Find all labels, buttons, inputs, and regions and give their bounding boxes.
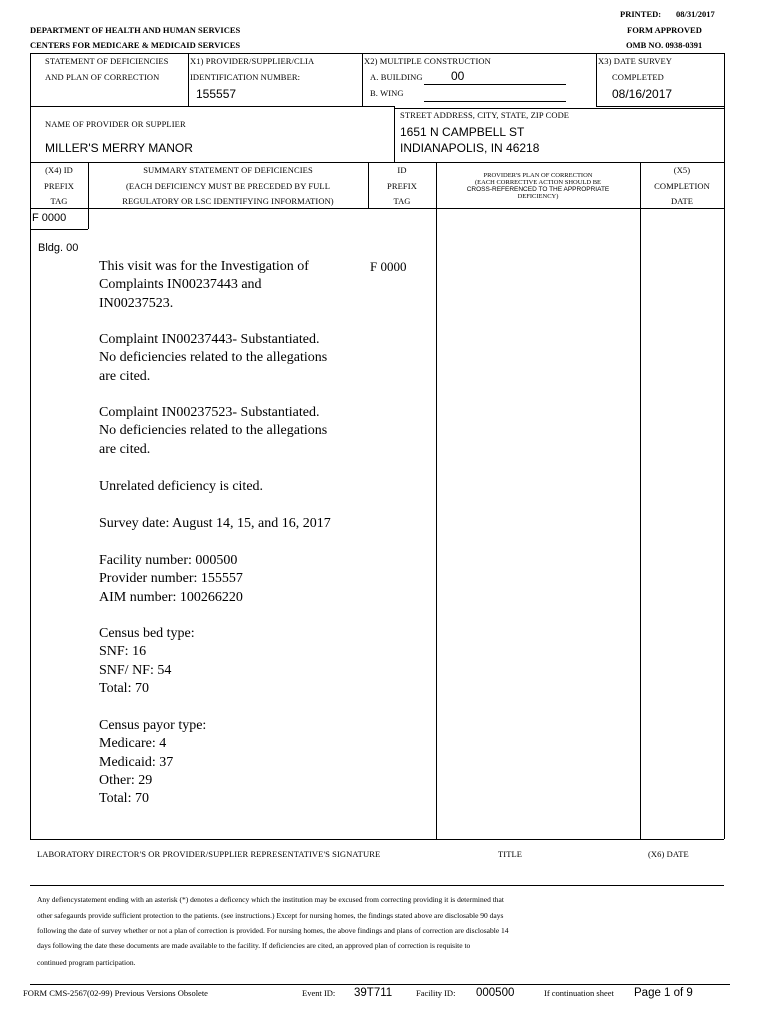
- form-approved: FORM APPROVED: [627, 25, 702, 35]
- address-city: INDIANAPOLIS, IN 46218: [400, 141, 540, 155]
- rule: [30, 839, 724, 840]
- survey-completed-date: 08/16/2017: [612, 87, 673, 101]
- deficiency-paragraph: This visit was for the Investigation of Complaints IN00237443 and IN00237523.: [99, 259, 309, 311]
- building-label: A. BUILDING: [370, 72, 423, 82]
- building-value: 00: [451, 69, 465, 83]
- x4-header-3: TAG: [50, 196, 68, 206]
- provider-id-value: 155557: [196, 87, 237, 101]
- rule: [30, 229, 88, 230]
- printed-date: 08/31/2017: [676, 9, 715, 19]
- x5-header-1: (X5): [673, 165, 691, 175]
- x6-date-label: (X6) DATE: [648, 849, 689, 859]
- x4-header-1: (X4) ID: [45, 165, 73, 175]
- left-tag: F 0000: [32, 212, 67, 224]
- rule: [596, 106, 724, 107]
- signature-label: LABORATORY DIRECTOR'S OR PROVIDER/SUPPLIER REPRESENTATIVE'S SIGNATURE: [37, 849, 381, 859]
- rule: [30, 162, 724, 163]
- rule: [394, 108, 724, 109]
- rule: [88, 208, 89, 229]
- rule: [640, 162, 641, 839]
- right-tag: F 0000: [370, 259, 407, 274]
- printed-label: PRINTED:: [620, 9, 662, 19]
- agency-centers: CENTERS FOR MEDICARE & MEDICAID SERVICES: [30, 40, 241, 50]
- disclaimer-line: Any defiencystatement ending with an asterisk (*) denotes a deficency which the institution may be excused from correcting providing it is determined that: [37, 895, 504, 904]
- wing-underline: [424, 101, 566, 102]
- signature-rule: [30, 885, 724, 886]
- rule: [436, 162, 437, 839]
- x5-header-3: DATE: [670, 196, 694, 206]
- x1-label-1: X1) PROVIDER/SUPPLIER/CLIA: [190, 56, 315, 66]
- provider-name-label: NAME OF PROVIDER OR SUPPLIER: [45, 119, 186, 129]
- rule: [188, 53, 189, 106]
- facility-id-label: Facility ID:: [416, 988, 456, 998]
- x2-label: X2) MULTIPLE CONSTRUCTION: [364, 56, 491, 66]
- statement-label-2: AND PLAN OF CORRECTION: [45, 72, 160, 82]
- rule: [30, 208, 724, 209]
- deficiency-paragraph: Facility number: 000500 Provider number: 155557 AIM number: 100266220: [99, 553, 243, 605]
- address-street: 1651 N CAMPBELL ST: [400, 125, 525, 139]
- wing-label: B. WING: [370, 88, 404, 98]
- provider-name: MILLER'S MERRY MANOR: [45, 141, 193, 155]
- rule: [30, 106, 394, 107]
- address-label: STREET ADDRESS, CITY, STATE, ZIP CODE: [400, 110, 570, 120]
- agency-department: DEPARTMENT OF HEALTH AND HUMAN SERVICES: [30, 25, 241, 35]
- x4-header-2: PREFIX: [44, 181, 74, 191]
- omb-number: OMB NO. 0938-0391: [626, 40, 703, 50]
- disclaimer-line: continued program participation.: [37, 958, 136, 967]
- x3-label-1: X3) DATE SURVEY: [598, 56, 673, 66]
- summary-header-3: REGULATORY OR LSC IDENTIFYING INFORMATION): [122, 196, 334, 206]
- id-header-1: ID: [397, 165, 407, 175]
- summary-header-1: SUMMARY STATEMENT OF DEFICIENCIES: [143, 165, 313, 175]
- building-tag: Bldg. 00: [38, 242, 79, 254]
- rule: [30, 53, 724, 54]
- form-number: FORM CMS-2567(02-99) Previous Versions Obsolete: [23, 988, 208, 998]
- page-number: Page 1 of 9: [634, 987, 693, 999]
- deficiency-paragraph: Unrelated deficiency is cited.: [99, 479, 264, 494]
- deficiency-paragraph: Census bed type: SNF: 16 SNF/ NF: 54 Total: 70: [99, 626, 195, 696]
- rule: [596, 53, 597, 106]
- footer-rule: [30, 984, 730, 985]
- disclaimer-line: other safegaurds provide sufficient protection to the patients. (see instructions.) Except for nursing homes, the findings stated above are disclosable 90 days: [37, 911, 504, 920]
- deficiency-paragraph: Complaint IN00237523- Substantiated. No deficiencies related to the allegations are cited.: [99, 405, 328, 457]
- statement-label-1: STATEMENT OF DEFICIENCIES: [45, 56, 169, 66]
- plan-header-3: CROSS-REFERENCED TO THE APPROPRIATE: [466, 186, 610, 193]
- x3-label-2: COMPLETED: [612, 72, 664, 82]
- summary-header-2: (EACH DEFICIENCY MUST BE PRECEDED BY FULL: [125, 181, 331, 191]
- deficiency-paragraph: Census payor type: Medicare: 4 Medicaid: 37 Other: 29 Total: 70: [99, 718, 207, 807]
- disclaimer-line: following the date of survey whether or not a plan of correction is provided. For nursing homes, the above findings and plans of correction are disclosable 14: [37, 926, 509, 935]
- plan-header-4: DEFICIENCY): [517, 193, 559, 200]
- x5-header-2: COMPLETION: [654, 181, 710, 191]
- disclaimer-line: days following the date these documents are made available to the facility. If deficiencies are cited, an approved plan of correction is requisite to: [37, 941, 471, 950]
- plan-header-1: PROVIDER'S PLAN OF CORRECTION: [483, 172, 593, 179]
- rule: [724, 53, 725, 839]
- building-underline: [424, 84, 566, 85]
- rule: [394, 106, 395, 162]
- title-label: TITLE: [498, 849, 523, 859]
- plan-header-2: (EACH CORRECTIVE ACTION SHOULD BE: [474, 179, 602, 186]
- id-header-2: PREFIX: [387, 181, 417, 191]
- x1-label-2: IDENTIFICATION NUMBER:: [190, 72, 301, 82]
- id-header-3: TAG: [393, 196, 411, 206]
- rule: [362, 53, 363, 106]
- event-id-label: Event ID:: [302, 988, 336, 998]
- facility-id-value: 000500: [476, 987, 515, 999]
- continuation-label: If continuation sheet: [544, 988, 614, 998]
- deficiency-paragraph: Complaint IN00237443- Substantiated. No deficiencies related to the allegations are cited.: [99, 332, 328, 384]
- deficiency-paragraph: Survey date: August 14, 15, and 16, 2017: [99, 516, 331, 531]
- event-id-value: 39T711: [354, 987, 393, 999]
